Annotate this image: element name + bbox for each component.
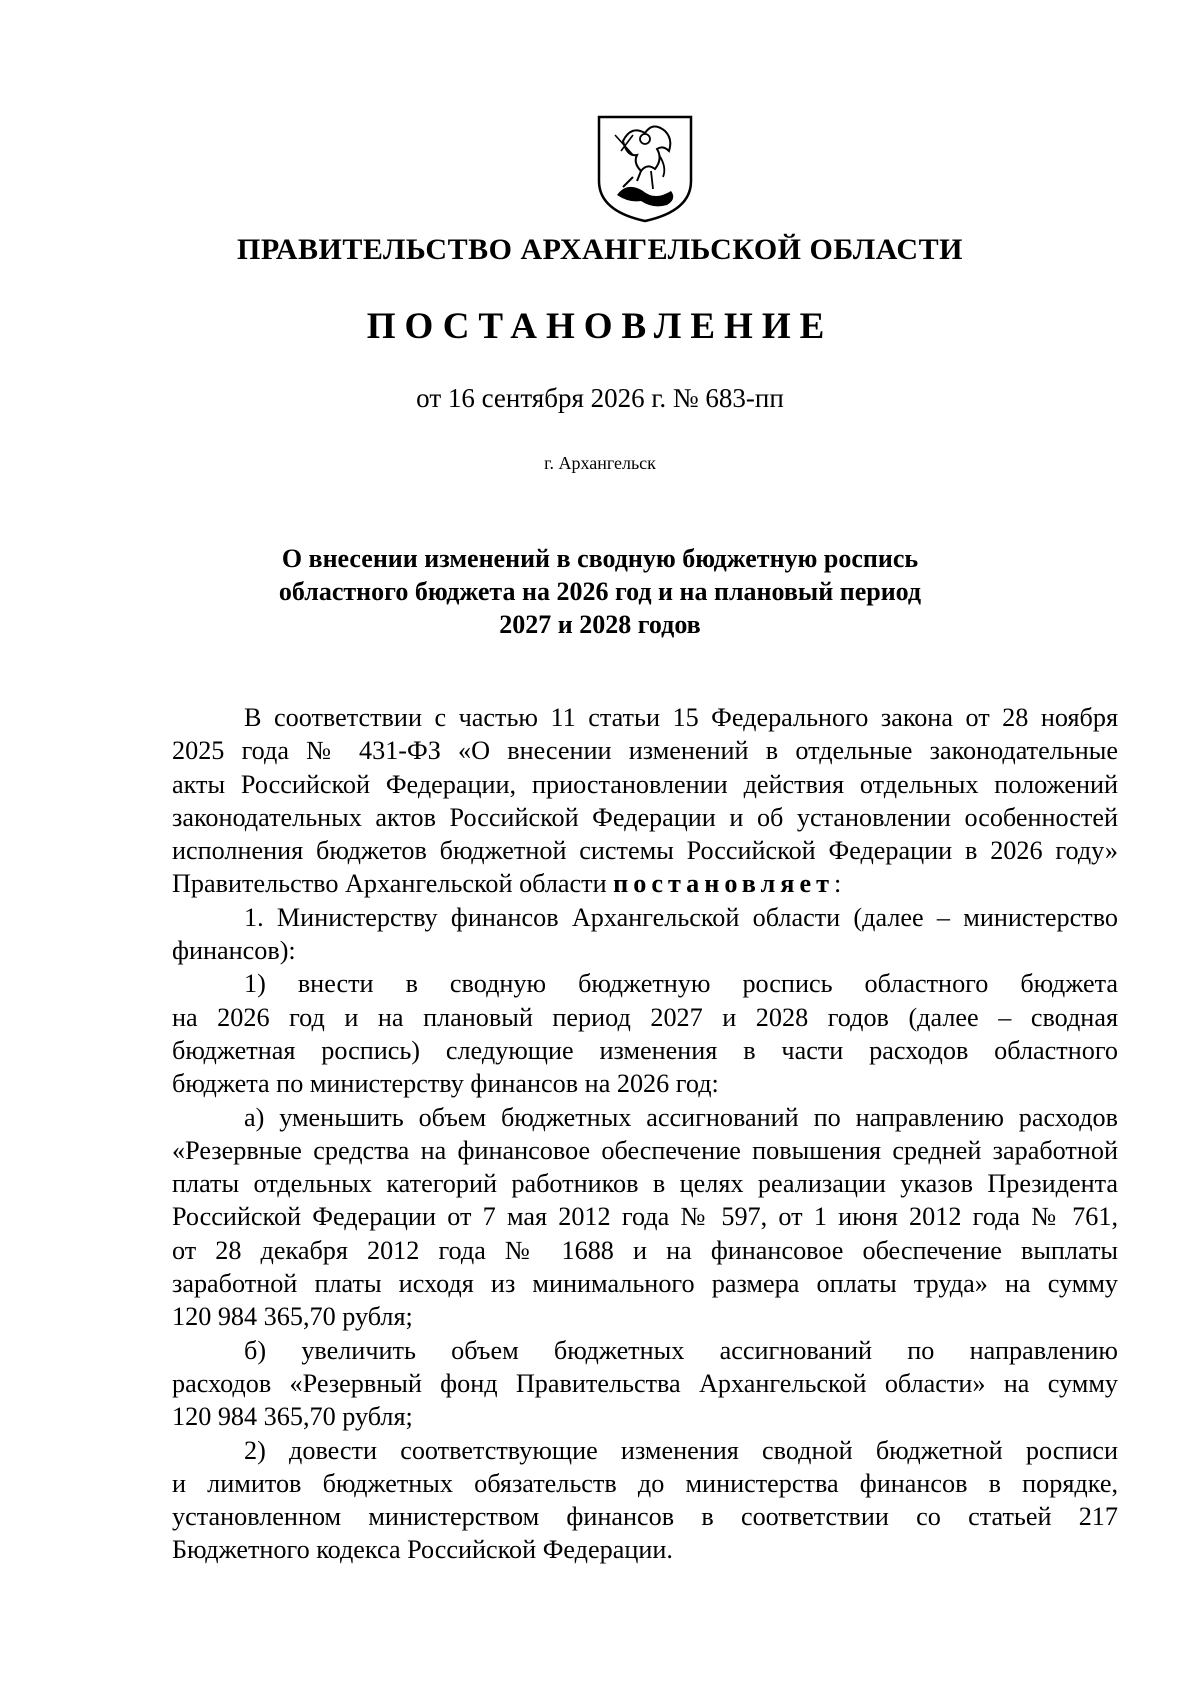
body-line: 120 984 365,70 рубля; (172, 1302, 413, 1332)
body-line: В соответствии с частью 11 статьи 15 Федерального закона от 28 ноября (244, 703, 1118, 732)
body-line: «Резервные средства на финансовое обеспечение повышения средней заработной (172, 1135, 1118, 1165)
body-line: установленном министерством финансов в соответствии со статьей 217 (172, 1502, 1118, 1532)
body-line: акты Российской Федерации, приостановлении действия отдельных положений (172, 769, 1118, 799)
body-line: бюджетная роспись) следующие изменения в части расходов областного (172, 1035, 1118, 1065)
body-line: законодательных актов Российской Федерации и об установлении особенностей (172, 802, 1118, 832)
date-and-number: от 16 сентября 2026 г. № 683-пп (416, 383, 784, 413)
body-line: Российской Федерации от 7 мая 2012 года № 597, от 1 июня 2012 года № 761, (172, 1202, 1118, 1232)
body-line: расходов «Резервный фонд Правительства Архангельской области» на сумму (172, 1368, 1118, 1398)
body-text: : (833, 869, 842, 899)
body-line: а) уменьшить объем бюджетных ассигнований по направлению расходов (244, 1102, 1118, 1132)
coat-of-arms-icon (593, 111, 697, 225)
document-title (0, 542, 1200, 641)
body-line (172, 867, 1118, 900)
title-line: О внесении изменений в сводную бюджетную роспись (281, 544, 919, 573)
organization-name: ПРАВИТЕЛЬСТВО АРХАНГЕЛЬСКОЙ ОБЛАСТИ (237, 233, 963, 266)
body-line: 120 984 365,70 рубля; (172, 1402, 413, 1432)
body-line: и лимитов бюджетных обязательств до министерства финансов в порядке, (172, 1468, 1118, 1498)
body-line: на 2026 год и на плановый период 2027 и 2028 годов (далее – сводная (172, 1002, 1118, 1032)
body-line: 1) внести в сводную бюджетную роспись областного бюджета (244, 969, 1118, 999)
body-line: платы отдельных категорий работников в целях реализации указов Президента (172, 1169, 1118, 1199)
body-line: б) увеличить объем бюджетных ассигнований по направлению (244, 1335, 1118, 1365)
body-line: 2) довести соответствующие изменения сводной бюджетной росписи (244, 1435, 1118, 1465)
body-line: заработной платы исходя из минимального размера оплаты труда» на сумму (172, 1269, 1118, 1299)
title-line: областного бюджета на 2026 год и на плановый период (278, 577, 922, 606)
body-line: 1. Министерству финансов Архангельской области (далее – министерство (244, 902, 1118, 932)
document-body (172, 701, 1118, 1567)
resolution-keyword: постановляет (613, 869, 834, 899)
body-text: Правительство Архангельской области (172, 869, 614, 899)
body-line: Бюджетного кодекса Российской Федерации. (172, 1535, 673, 1565)
body-line: финансов): (172, 936, 296, 966)
city: г. Архангельск (544, 453, 656, 473)
body-line: исполнения бюджетов бюджетной системы Российской Федерации в 2026 году» (172, 836, 1118, 866)
title-line: 2027 и 2028 годов (499, 610, 701, 639)
document-type: ПОСТАНОВЛЕНИЕ (366, 306, 834, 347)
body-line: от 28 декабря 2012 года № 1688 и на финансовое обеспечение выплаты (172, 1235, 1118, 1265)
body-line: 2025 года № 431-ФЗ «О внесении изменений в отдельные законодательные (172, 736, 1118, 766)
body-line: бюджета по министерству финансов на 2026 год: (172, 1069, 719, 1099)
